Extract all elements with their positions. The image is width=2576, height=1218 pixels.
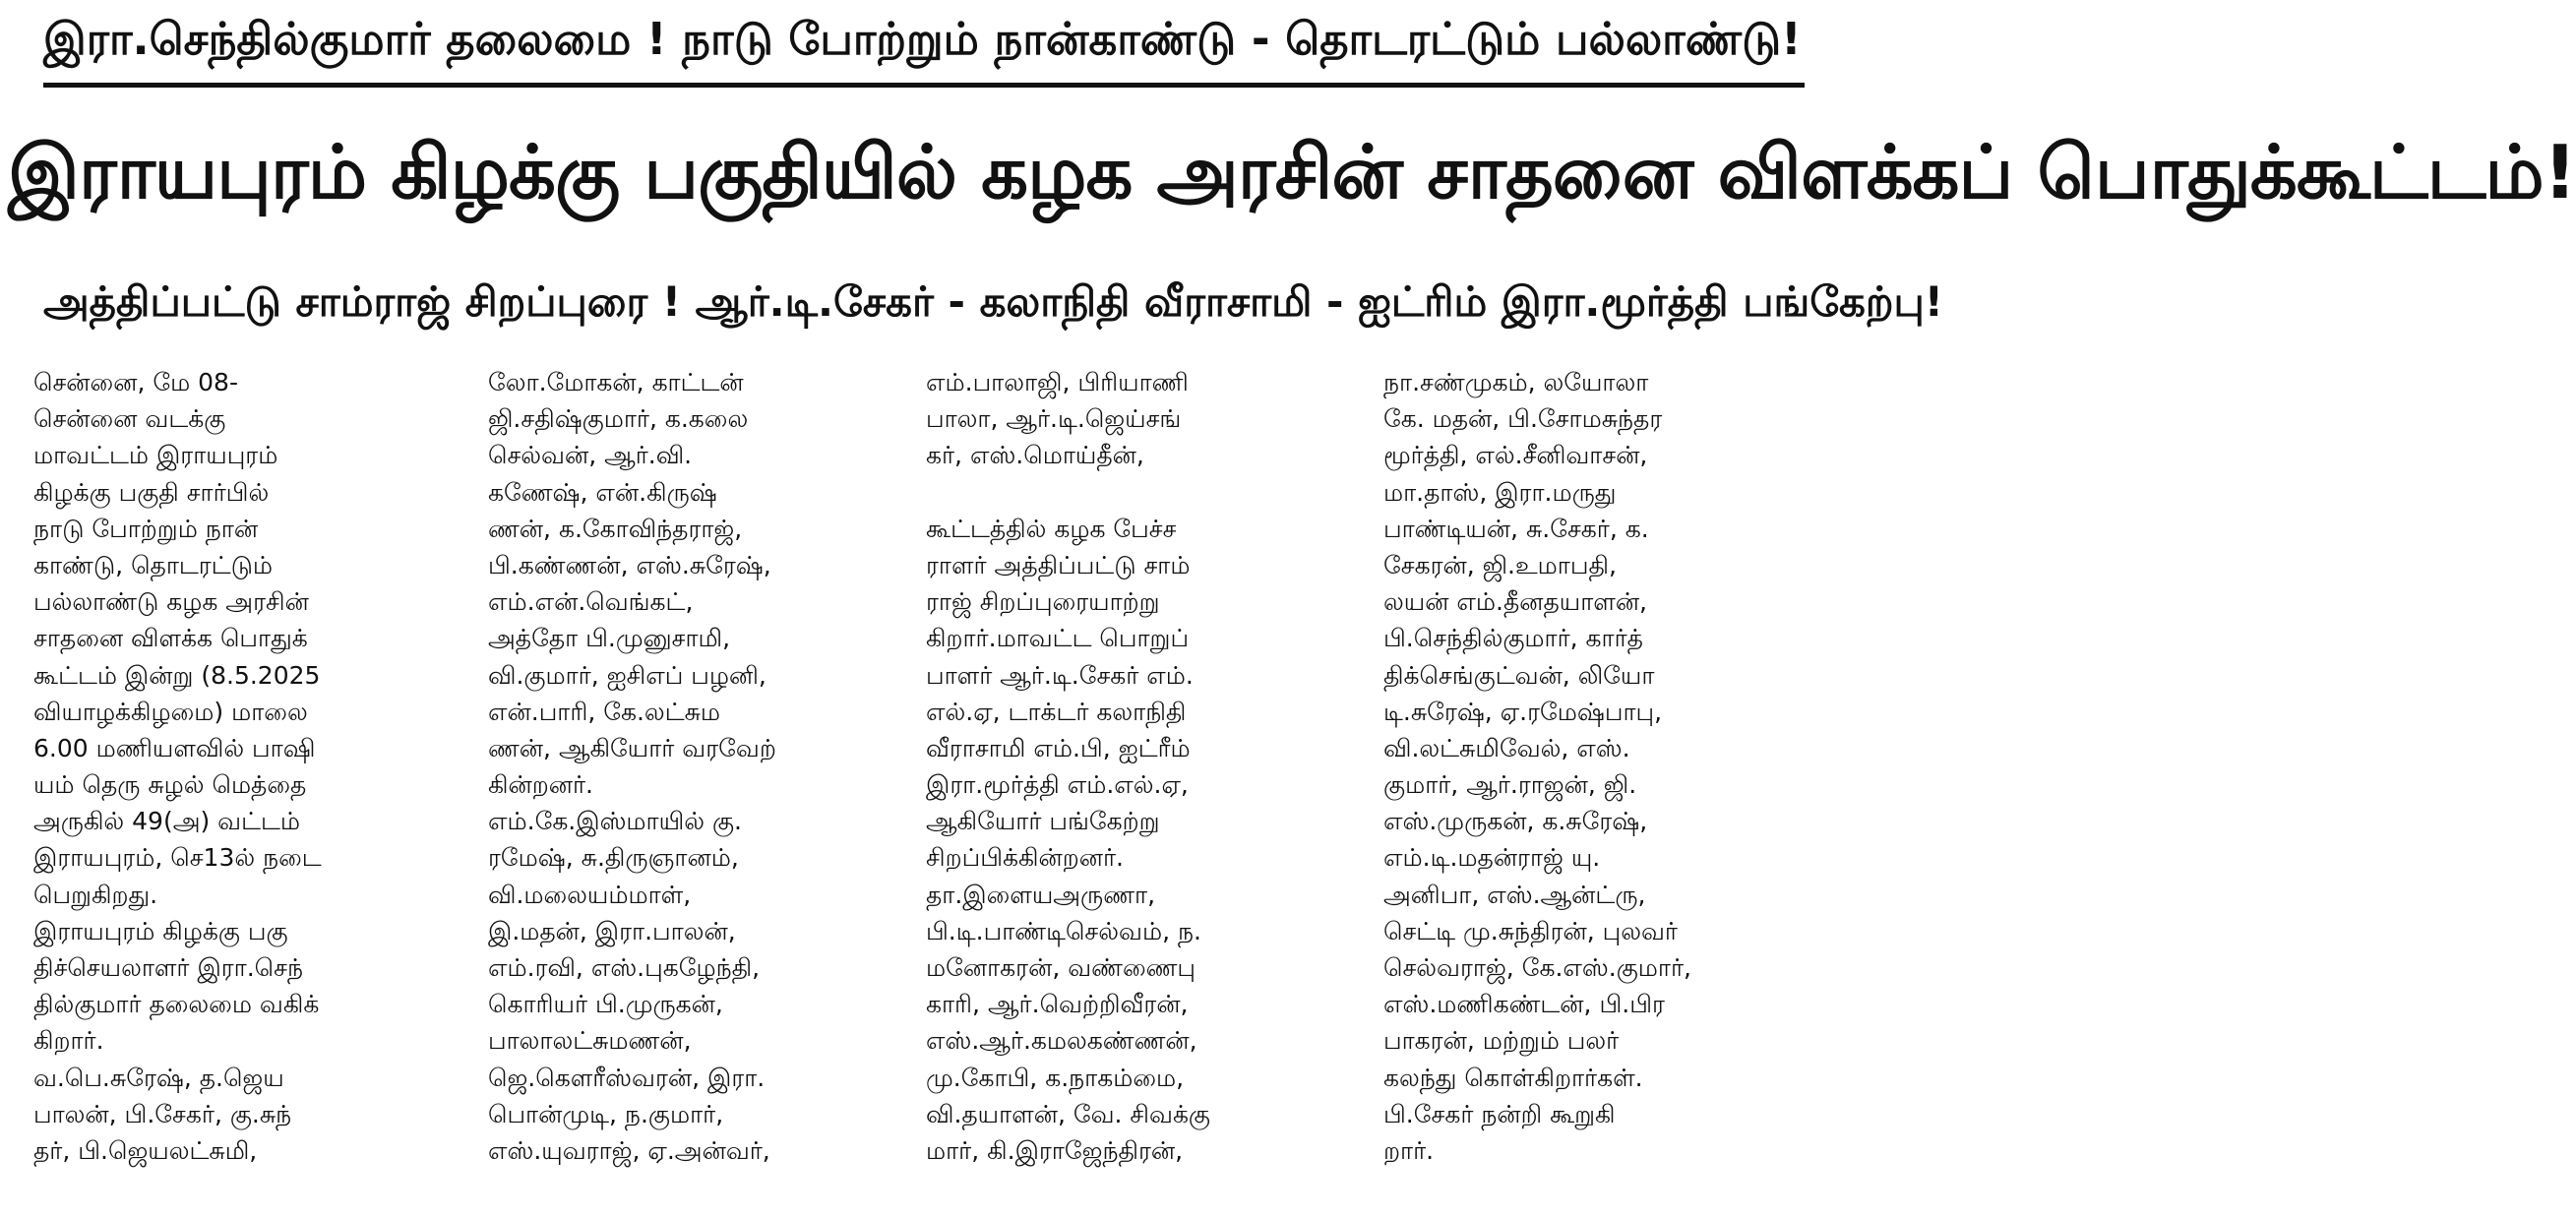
article-line: றார். — [1383, 1135, 1435, 1165]
paragraph-gap — [926, 474, 1335, 511]
article-line: கிழக்கு பகுதி சார்பில் — [33, 477, 270, 507]
article-line: ரமேஷ், சு.திருஞானம், — [488, 843, 739, 873]
article-line: பி.சேகர் நன்றி கூறுகி — [1383, 1099, 1616, 1128]
article-line: எம்.ரவி, எஸ்.புகழேந்தி, — [488, 953, 761, 982]
article-line: கூட்டத்தில் கழக பேச்ச — [926, 514, 1177, 543]
article-line: கர், எஸ்.மொய்தீன், — [926, 441, 1144, 470]
article-line: செல்வராஜ், கே.எஸ்.குமார், — [1383, 953, 1691, 982]
article-line: இராயபுரம் கிழக்கு பகு — [33, 916, 288, 945]
article-line: வியாழக்கிழமை) மாலை — [33, 697, 308, 726]
article-line: பி.கண்ணன், எஸ்.சுரேஷ், — [488, 550, 771, 579]
article-line: 6.00 மணியளவில் பாஷி — [33, 733, 316, 762]
article-line: சிறப்பிக்கின்றனர். — [926, 843, 1124, 873]
article-column-1 — [33, 364, 443, 1218]
article-column-4 — [1383, 364, 1793, 1218]
article-line: ராஜ் சிறப்புரையாற்று — [926, 587, 1160, 617]
article-line: மு.கோபி, க.நாகம்மை, — [926, 1063, 1185, 1092]
article-line: வ.பெ.சுரேஷ், த.ஜெய — [33, 1063, 284, 1092]
article-line: சாதனை விளக்க பொதுக் — [33, 624, 308, 653]
kicker-line: இரா.செந்தில்குமார் தலைமை ! நாடு போற்றும் நான்காண்டு - தொடரட்டும் பல்லாண்டு! — [43, 13, 1802, 65]
article-line: டி.சுரேஷ், ஏ.ரமேஷ்பாபு, — [1383, 697, 1663, 726]
article-line: சேகரன், ஜி.உமாபதி, — [1383, 550, 1617, 579]
article-line: எம்.கே.இஸ்மாயில் கு. — [488, 807, 742, 836]
article-line: எஸ்.யுவராஜ், ஏ.அன்வர், — [488, 1135, 770, 1165]
article-line: குமார், ஆர்.ராஜன், ஜி. — [1383, 770, 1637, 800]
article-line: கிறார்.மாவட்ட பொறுப் — [926, 624, 1190, 653]
article-line: காரி, ஆர்.வெற்றிவீரன், — [926, 990, 1189, 1019]
article-line: பி.டி.பாண்டிசெல்வம், ந. — [926, 916, 1201, 945]
article-line: வி.தயாளன், வே. சிவக்கு — [926, 1099, 1211, 1128]
article-line: அத்தோ பி.முனுசாமி, — [488, 624, 731, 653]
article-line: யம் தெரு சுழல் மெத்தை — [33, 770, 307, 800]
article-line: மனோகரன், வண்ணைபு — [926, 953, 1196, 982]
article-line: அருகில் 49(அ) வட்டம் — [33, 807, 301, 836]
article-line: திச்செயலாளர் இரா.செந் — [33, 953, 304, 982]
article-line: இராயபுரம், செ13ல் நடை — [33, 843, 322, 873]
article-line: கணேஷ், என்.கிருஷ் — [488, 477, 717, 507]
article-line: என்.பாரி, கே.லட்சும — [488, 697, 721, 726]
article-line: வி.குமார், ஐசிஎப் பழனி, — [488, 660, 767, 690]
article-line: பாகரன், மற்றும் பலர் — [1383, 1026, 1620, 1056]
article-line: தர், பி.ஜெயலட்சுமி, — [33, 1135, 258, 1165]
article-line: வீராசாமி எம்.பி, ஐட்ரீம் — [926, 733, 1191, 762]
headline: இராயபுரம் கிழக்கு பகுதியில் கழக அரசின் சாதனை விளக்கப் பொதுக்கூட்டம்! — [8, 129, 2576, 215]
article-column-3 — [926, 364, 1335, 1218]
article-line: ஜி.சதிஷ்குமார், க.கலை — [488, 404, 749, 434]
article-line: செட்டி மு.சுந்திரன், புலவர் — [1383, 916, 1678, 945]
article-line: ணன், க.கோவிந்தராஜ், — [488, 514, 743, 543]
kicker-rule — [43, 83, 1805, 88]
article-line: செல்வன், ஆர்.வி. — [488, 441, 693, 470]
article-line: மூர்த்தி, எல்.சீனிவாசன், — [1383, 441, 1648, 470]
subheadline: அத்திப்பட்டு சாம்ராஜ் சிறப்புரை ! ஆர்.டி.சேகர் - கலாநிதி வீராசாமி - ஐட்ரிம் இரா.மூர்த்தி பங்கேற்பு! — [43, 277, 1943, 326]
article-line: திக்செங்குட்வன், லியோ — [1383, 660, 1655, 690]
article-line: எல்.ஏ, டாக்டர் கலாநிதி — [926, 697, 1187, 726]
article-line: எஸ்.முருகன், க.சுரேஷ், — [1383, 807, 1648, 836]
article-line: கே. மதன், பி.சோமசுந்தர — [1383, 404, 1663, 434]
article-line: பெறுகிறது. — [33, 880, 158, 909]
article-line: இரா.மூர்த்தி எம்.எல்.ஏ, — [926, 770, 1189, 800]
article-line: லயன் எம்.தீனதயாளன், — [1383, 587, 1648, 617]
article-line: சென்னை, மே 08- — [33, 368, 238, 396]
article-line: பாலாலட்சுமணன், — [488, 1026, 692, 1056]
article-line: பாண்டியன், சு.சேகர், க. — [1383, 514, 1649, 543]
article-line: ணன், ஆகியோர் வரவேற் — [488, 733, 776, 762]
article-line: பல்லாண்டு கழக அரசின் — [33, 587, 309, 617]
article-line: சென்னை வடக்கு — [33, 404, 226, 434]
article-line: எம்.டி.மதன்ராஜ் யு. — [1383, 843, 1601, 873]
article-line: பொன்முடி, ந.குமார், — [488, 1099, 724, 1128]
article-line: இ.மதன், இரா.பாலன், — [488, 916, 736, 945]
article-line: பாலன், பி.சேகர், கு.சுந் — [33, 1099, 292, 1128]
article-line: மாவட்டம் இராயபுரம் — [33, 441, 278, 470]
article-line: வி.மலையம்மாள், — [488, 880, 692, 909]
article-line: எம்.என்.வெங்கட், — [488, 587, 694, 617]
article-line: பாலா, ஆர்.டி.ஜெய்சங் — [926, 404, 1182, 434]
article-line: காண்டு, தொடரட்டும் — [33, 550, 274, 579]
article-line: கொரியர் பி.முருகன், — [488, 990, 723, 1019]
article-line: ராளர் அத்திப்பட்டு சாம் — [926, 550, 1191, 579]
article-line: ஆகியோர் பங்கேற்று — [926, 807, 1160, 836]
article-line: நாடு போற்றும் நான் — [33, 514, 259, 543]
article-line: பாளர் ஆர்.டி.சேகர் எம். — [926, 660, 1194, 690]
article-line: நா.சண்முகம், லயோலா — [1383, 368, 1649, 396]
article-line: எஸ்.மணிகண்டன், பி.பிர — [1383, 990, 1665, 1019]
article-line: எம்.பாலாஜி, பிரியாணி — [926, 368, 1189, 396]
article-line: எஸ்.ஆர்.கமலகண்ணன், — [926, 1026, 1197, 1056]
article-line: ஜெ.கௌரீஸ்வரன், இரா. — [488, 1063, 766, 1092]
article-body — [33, 364, 1805, 1218]
article-line: பி.செந்தில்குமார், கார்த் — [1383, 624, 1643, 653]
article-line: கிறார். — [33, 1026, 104, 1056]
article-line: கின்றனர். — [488, 770, 593, 800]
article-line: கூட்டம் இன்று (8.5.2025 — [33, 660, 321, 690]
article-line: தா.இளையஅருணா, — [926, 880, 1156, 909]
article-line: தில்குமார் தலைமை வகிக் — [33, 990, 320, 1019]
article-line: கலந்து கொள்கிறார்கள். — [1383, 1063, 1643, 1092]
article-line: அனிபா, எஸ்.ஆன்ட்ரு, — [1383, 880, 1646, 909]
article-column-2 — [488, 364, 897, 1218]
article-line: மார், கி.இராஜேந்திரன், — [926, 1135, 1184, 1165]
article-line: வி.லட்சுமிவேல், எஸ். — [1383, 733, 1630, 762]
article-line: மா.தாஸ், இரா.மருது — [1383, 477, 1617, 507]
article-line: லோ.மோகன், காட்டன் — [488, 368, 744, 396]
